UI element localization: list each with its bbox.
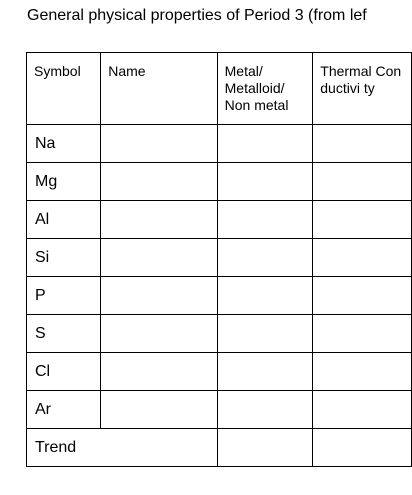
- metal-cell[interactable]: [217, 125, 313, 163]
- name-cell[interactable]: [101, 239, 217, 277]
- table-row: [27, 239, 412, 277]
- metal-cell[interactable]: [217, 277, 313, 315]
- symbol-cell: Cl: [27, 353, 101, 391]
- metal-cell[interactable]: [217, 163, 313, 201]
- symbol-cell: Na: [27, 125, 101, 163]
- metal-cell[interactable]: [217, 391, 313, 429]
- symbol-cell: Mg: [27, 163, 101, 201]
- table-row: [27, 353, 412, 391]
- table-row: [27, 125, 412, 163]
- header-symbol: Symbol: [27, 53, 101, 125]
- header-metal-metalloid: Metal/ Metalloid/ Non metal: [217, 53, 313, 125]
- symbol-cell: Al: [27, 201, 101, 239]
- metal-cell[interactable]: [217, 315, 313, 353]
- name-cell[interactable]: [101, 353, 217, 391]
- thermal-cell[interactable]: [313, 315, 412, 353]
- table-row: [27, 277, 412, 315]
- symbol-cell: Ar: [27, 391, 101, 429]
- symbol-cell: S: [27, 315, 101, 353]
- trend-row: [27, 429, 412, 467]
- metal-cell[interactable]: [217, 239, 313, 277]
- thermal-cell[interactable]: [313, 201, 412, 239]
- metal-cell[interactable]: [217, 201, 313, 239]
- trend-label: Trend: [27, 429, 218, 467]
- table-row: [27, 163, 412, 201]
- name-cell[interactable]: [101, 277, 217, 315]
- symbol-cell: P: [27, 277, 101, 315]
- name-cell[interactable]: [101, 163, 217, 201]
- name-cell[interactable]: [101, 315, 217, 353]
- properties-table: [26, 52, 412, 467]
- page-title: General physical properties of Period 3 (from lef: [27, 7, 367, 24]
- thermal-cell[interactable]: [313, 277, 412, 315]
- symbol-cell: Si: [27, 239, 101, 277]
- name-cell[interactable]: [101, 201, 217, 239]
- thermal-cell[interactable]: [313, 125, 412, 163]
- table-row: [27, 201, 412, 239]
- name-cell[interactable]: [101, 125, 217, 163]
- table-header-row: [27, 53, 412, 125]
- thermal-cell[interactable]: [313, 353, 412, 391]
- header-thermal-conductivity: Thermal Conductivi ty: [313, 53, 412, 125]
- trend-metal-cell[interactable]: [217, 429, 313, 467]
- name-cell[interactable]: [101, 391, 217, 429]
- trend-thermal-cell[interactable]: [313, 429, 412, 467]
- table-row: [27, 315, 412, 353]
- metal-cell[interactable]: [217, 353, 313, 391]
- thermal-cell[interactable]: [313, 391, 412, 429]
- header-name: Name: [101, 53, 217, 125]
- thermal-cell[interactable]: [313, 163, 412, 201]
- table-row: [27, 391, 412, 429]
- thermal-cell[interactable]: [313, 239, 412, 277]
